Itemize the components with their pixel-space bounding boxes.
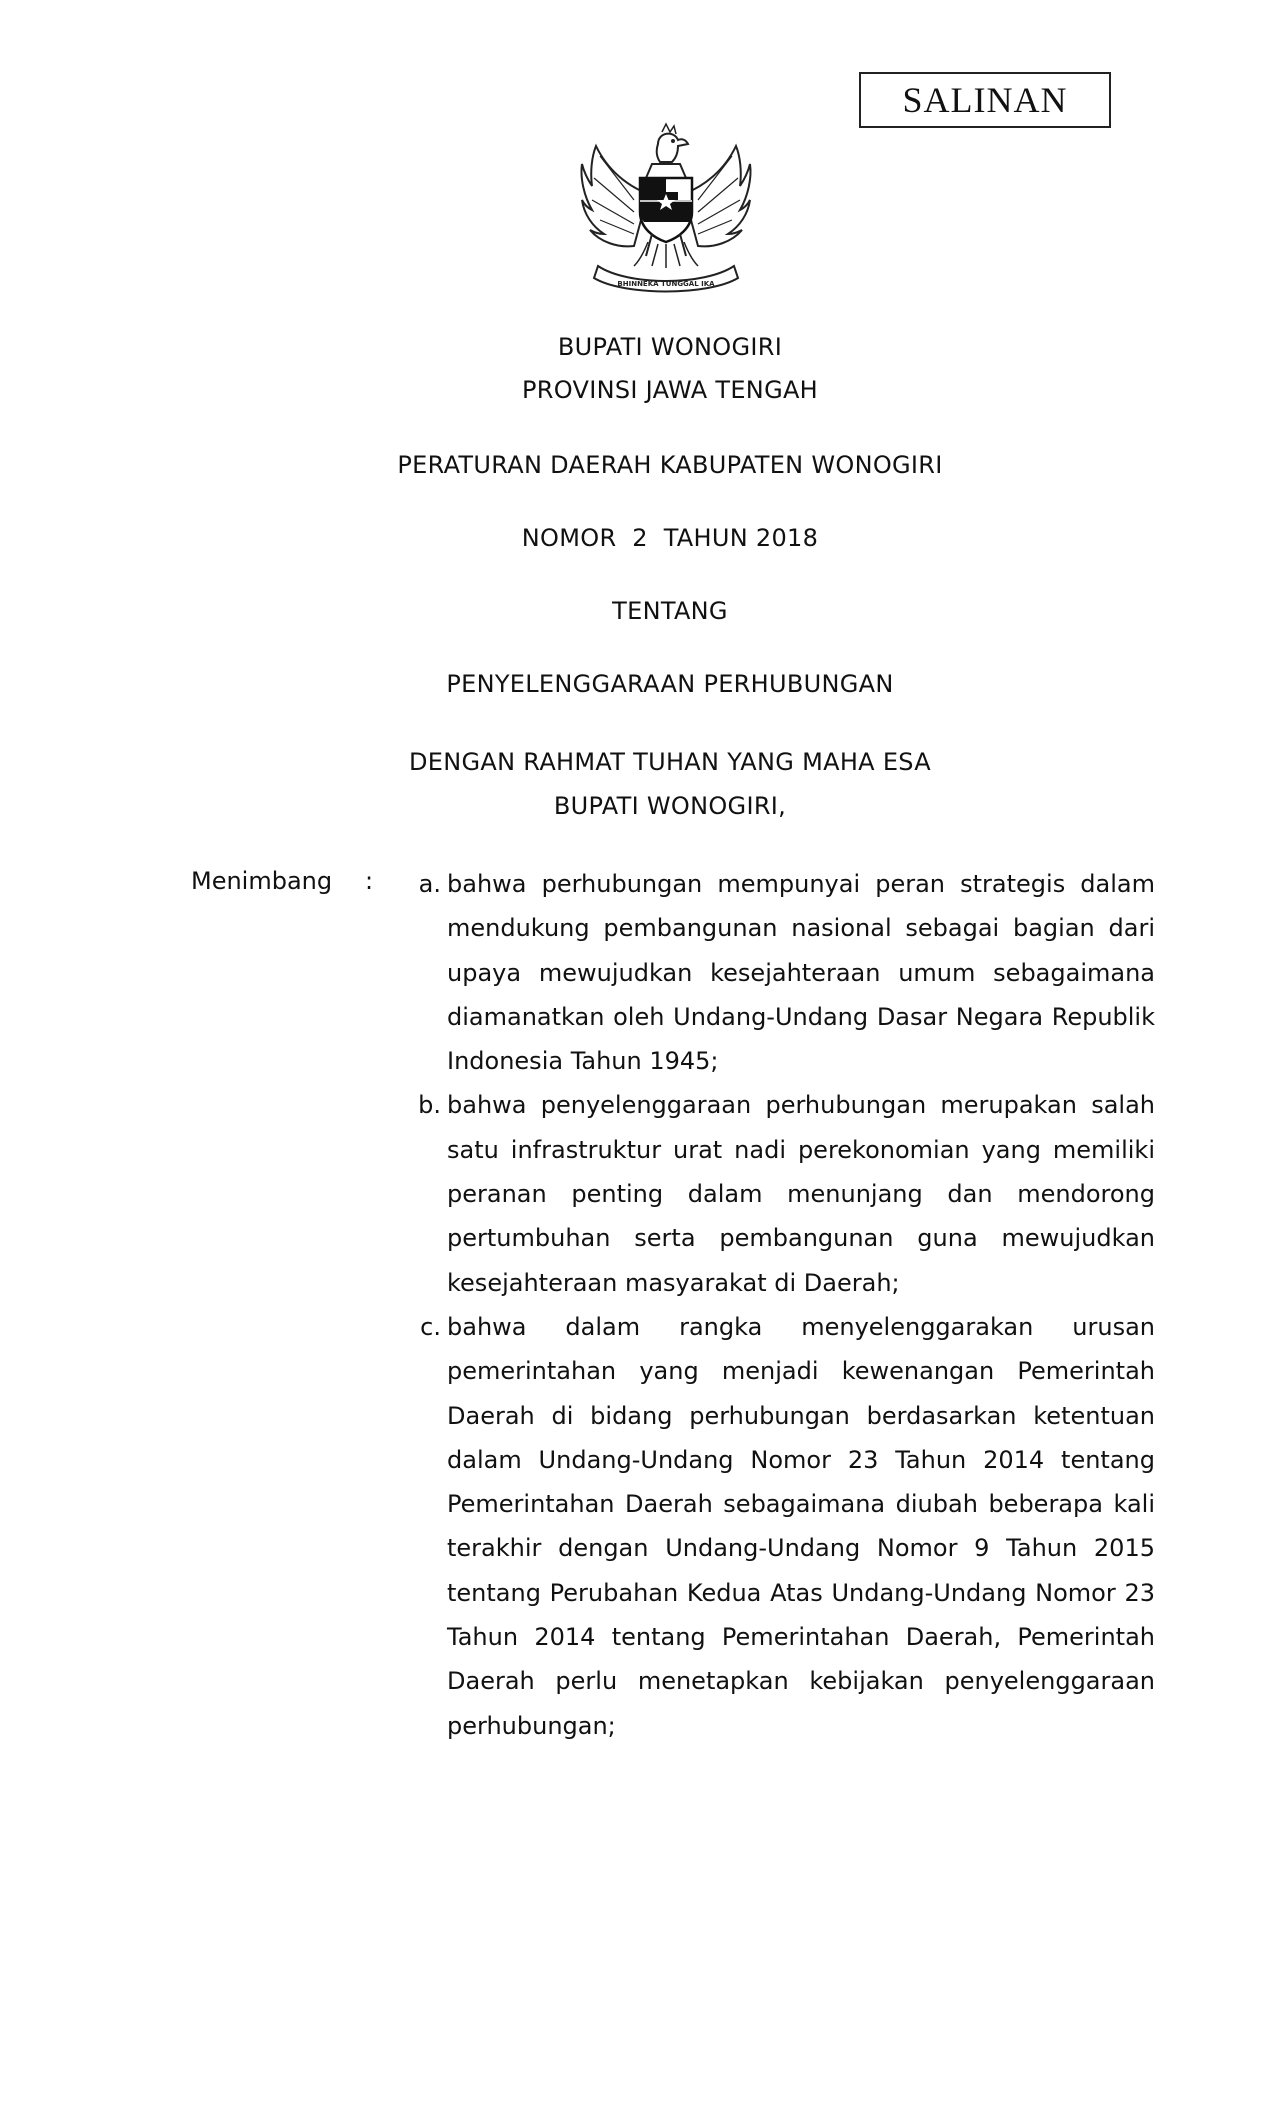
enacting-official: BUPATI WONOGIRI, — [553, 792, 787, 820]
item-letter: b. — [418, 1091, 441, 1120]
list-item — [400, 1305, 1155, 1748]
official-title: BUPATI WONOGIRI — [557, 333, 783, 361]
garuda-emblem-icon — [578, 116, 754, 296]
considerations-colon: : — [365, 867, 374, 895]
salinan-stamp: SALINAN — [859, 72, 1111, 128]
list-item — [400, 862, 1155, 1083]
item-letter: a. — [418, 870, 441, 898]
preamble-line: DENGAN RAHMAT TUHAN YANG MAHA ESA — [409, 748, 931, 776]
list-item — [400, 1083, 1155, 1304]
item-letter: c. — [420, 1312, 441, 1341]
regulation-number: NOMOR 2 TAHUN 2018 — [521, 524, 819, 552]
regulation-subject: PENYELENGGARAAN PERHUBUNGAN — [446, 670, 894, 698]
item-text: bahwa dalam rangka menyelenggarakan urusan pemerintahan yang menjadi kewenangan Pemerintah Daerah di bidang perhubungan berdasarkan ketentuan dalam Undang-Undang Nomor 23 Tahun 2014 tentang Pemerintahan Daerah sebagaimana diubah beberapa kali terakhir dengan Undang-Undang Nomor 9 Tahun 2015 tentang Perubahan Kedua Atas Undang-Undang Nomor 23 Tahun 2014 tentang Pemerintahan Daerah, Pemerintah Daerah perlu menetapkan kebijakan penyelenggaraan perhubungan; — [447, 1312, 1155, 1740]
considerations-list — [400, 862, 1155, 1748]
considerations-label: Menimbang — [191, 867, 333, 895]
emblem-motto-text: BHINNEKA TUNGGAL IKA — [617, 280, 715, 288]
item-text: bahwa penyelenggaraan perhubungan merupakan salah satu infrastruktur urat nadi perekonomian yang memiliki peranan penting dalam menunjang dan mendorong pertumbuhan serta pembangunan guna mewujudkan kesejahteraan masyarakat di Daerah; — [447, 1091, 1155, 1297]
province-title: PROVINSI JAWA TENGAH — [521, 376, 819, 404]
item-text: bahwa perhubungan mempunyai peran strategis dalam mendukung pembangunan nasional sebagai bagian dari upaya mewujudkan kesejahteraan umum sebagaimana diamanatkan oleh Undang-Undang Dasar Negara Republik Indonesia Tahun 1945; — [447, 870, 1155, 1076]
about-heading: TENTANG — [612, 597, 728, 625]
regulation-title: PERATURAN DAERAH KABUPATEN WONOGIRI — [397, 451, 943, 479]
